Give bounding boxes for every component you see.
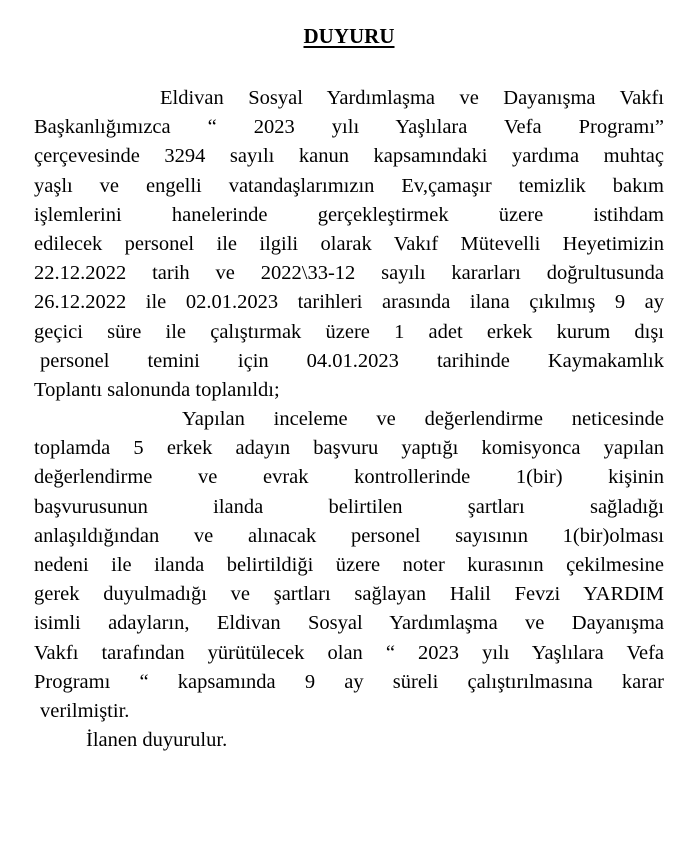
text-line-8: 26.12.2022 ile 02.01.2023 tarihleri arasında ilana çıkılmış 9 ay [34,291,664,314]
text-line-6: edilecek personel ile ilgili olarak Vakıf Mütevelli Heyetimizin [34,232,664,255]
text-line-22: verilmiştir. [40,699,130,722]
text-line-23: İlanen duyurulur. [86,729,228,752]
text-line-17: nedeni ile ilanda belirtildiği üzere noter kurasının çekilmesine [34,554,664,576]
text-line-3: çerçevesinde 3294 sayılı kanun kapsamındaki yardıma muhtaç [34,145,664,168]
text-line-12: Yapılan inceleme ve değerlendirme neticesinde [182,408,664,431]
title-text: DUYURU [303,24,395,48]
text-line-7: 22.12.2022 tarih ve 2022\33-12 sayılı kararları doğrultusunda [34,262,664,285]
text-line-4: yaşlı ve engelli vatandaşlarımızın Ev,çamaşır temizlik bakım [34,174,664,197]
text-line-19: isimli adayların, Eldivan Sosyal Yardımlaşma ve Dayanışma [34,612,664,635]
text-line-2: Başkanlığımızca “ 2023 yılı Yaşlılara Vefa Programı” [34,116,664,139]
text-line-18: gerek duyulmadığı ve şartları sağlayan Halil Fevzi YARDIM [34,583,664,606]
text-line-9: geçici süre ile çalıştırmak üzere 1 adet erkek kurum dışı [34,320,664,343]
text-line-5: işlemlerini hanelerinde gerçekleştirmek üzere istihdam [34,203,664,226]
text-line-11: Toplantı salonunda toplanıldı; [34,378,280,401]
text-line-21: Programı “ kapsamında 9 ay süreli çalıştırılmasına karar [34,670,664,693]
text-line-14: değerlendirme ve evrak kontrollerinde 1(bir) kişinin [34,466,664,489]
text-line-20: Vakfı tarafından yürütülecek olan “ 2023 yılı Yaşlılara Vefa [34,641,664,664]
text-line-10: personel temini için 04.01.2023 tarihinde Kaymakamlık [40,349,664,372]
text-line-13: toplamda 5 erkek adayın başvuru yaptığı komisyonca yapılan [34,437,664,460]
text-line-15: başvurusunun ilanda belirtilen şartları sağladığı [34,495,664,518]
text-line-1: Eldivan Sosyal Yardımlaşma ve Dayanışma Vakfı [160,87,664,109]
text-line-16: anlaşıldığından ve alınacak personel sayısının 1(bir)olması [34,524,664,547]
document-body [34,84,664,755]
document-title [0,22,698,50]
